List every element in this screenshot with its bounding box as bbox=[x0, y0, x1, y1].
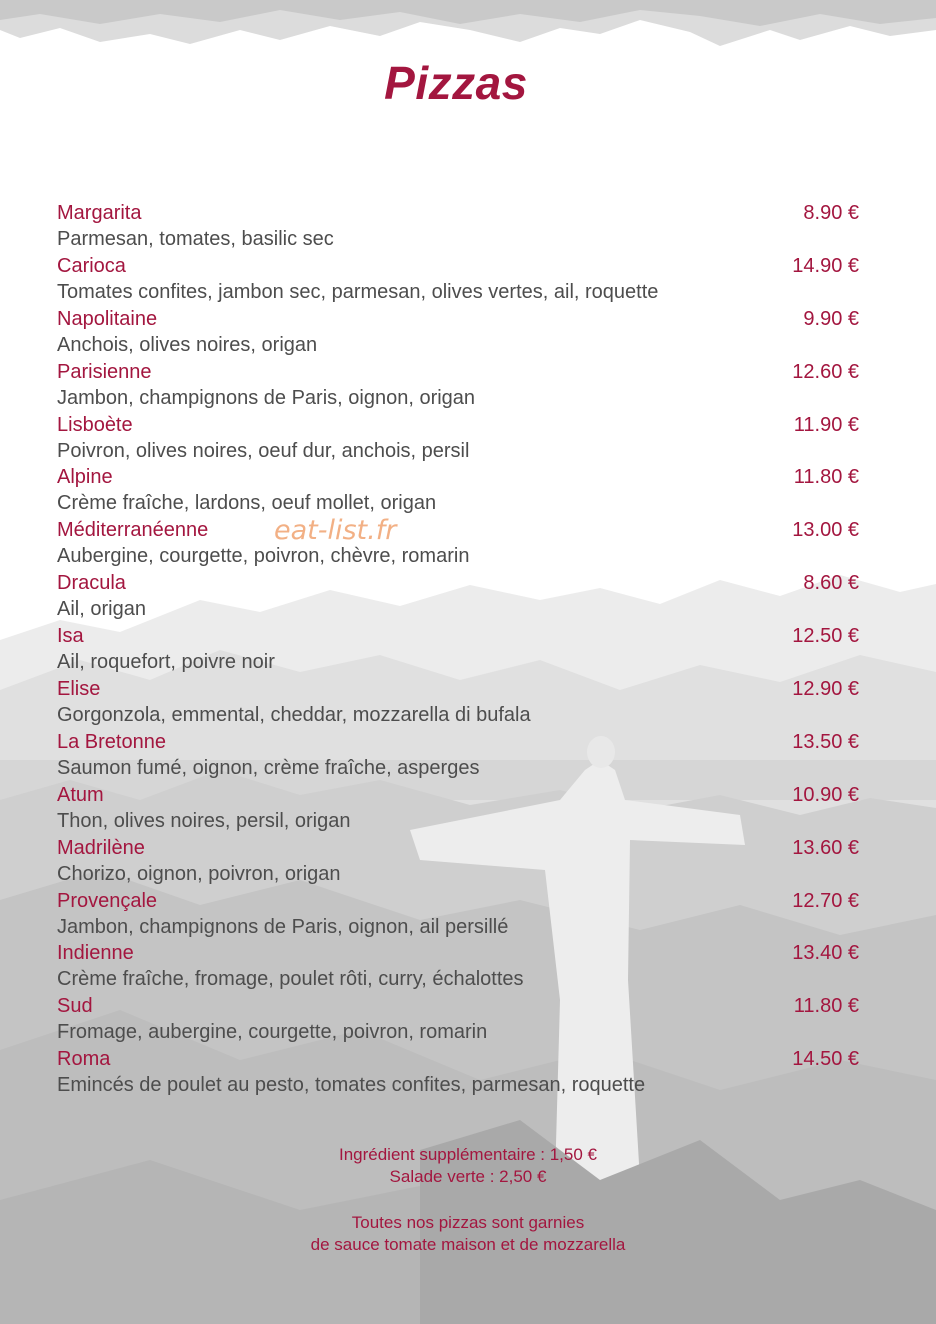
pizza-description: Anchois, olives noires, origan bbox=[57, 333, 318, 356]
menu-item bbox=[57, 200, 859, 253]
pizza-description: Aubergine, courgette, poivron, chèvre, romarin bbox=[57, 545, 470, 568]
menu-item bbox=[57, 464, 859, 517]
pizza-price: 14.50 € bbox=[792, 1048, 859, 1071]
pizza-price: 10.90 € bbox=[792, 783, 859, 806]
pizza-price: 13.50 € bbox=[792, 730, 859, 753]
pizza-price: 12.70 € bbox=[792, 889, 859, 912]
pizza-price: 12.90 € bbox=[792, 678, 859, 701]
pizza-name: Parisienne bbox=[57, 360, 152, 383]
extras-note bbox=[0, 1144, 936, 1188]
pizza-name: Madrilène bbox=[57, 836, 145, 859]
menu-item bbox=[57, 940, 859, 993]
pizza-description: Saumon fumé, oignon, crème fraîche, asperges bbox=[57, 756, 480, 779]
menu-item bbox=[57, 412, 859, 465]
pizza-description: Ail, origan bbox=[57, 598, 146, 621]
pizza-name: Alpine bbox=[57, 466, 113, 489]
pizza-price: 8.90 € bbox=[803, 202, 859, 224]
menu-item bbox=[57, 306, 859, 359]
page-title: Pizzas bbox=[384, 57, 528, 109]
pizza-name: Méditerranéenne bbox=[57, 519, 209, 542]
menu-item bbox=[57, 888, 859, 941]
pizza-menu-list bbox=[57, 200, 859, 1099]
menu-item bbox=[57, 517, 859, 570]
menu-item bbox=[57, 729, 859, 782]
pizza-price: 9.90 € bbox=[803, 307, 859, 330]
pizza-description: Fromage, aubergine, courgette, poivron, romarin bbox=[57, 1021, 488, 1044]
footer-line-2: de sauce tomate maison et de mozzarella bbox=[310, 1235, 626, 1254]
extras-ingredient-line: Ingrédient supplémentaire : 1,50 € bbox=[338, 1145, 597, 1164]
pizza-name: Provençale bbox=[57, 889, 158, 912]
pizza-name: Sud bbox=[57, 995, 93, 1018]
pizza-name: Carioca bbox=[57, 254, 126, 277]
menu-item bbox=[57, 993, 859, 1046]
menu-item bbox=[57, 835, 859, 888]
pizza-price: 13.60 € bbox=[792, 836, 859, 859]
pizza-name: Lisboète bbox=[57, 413, 133, 436]
pizza-name: La Bretonne bbox=[57, 730, 166, 753]
pizza-name: Isa bbox=[57, 625, 84, 648]
pizza-price: 12.60 € bbox=[792, 360, 859, 383]
extras-salad-line: Salade verte : 2,50 € bbox=[389, 1167, 547, 1186]
pizza-name: Atum bbox=[57, 783, 104, 806]
pizza-description: Chorizo, oignon, poivron, origan bbox=[57, 862, 341, 885]
menu-item bbox=[57, 623, 859, 676]
menu-item bbox=[57, 253, 859, 306]
pizza-price: 11.90 € bbox=[793, 413, 859, 436]
pizza-price: 12.50 € bbox=[792, 625, 859, 648]
pizza-name: Dracula bbox=[57, 572, 126, 595]
footer-note bbox=[0, 1212, 936, 1256]
pizza-name: Roma bbox=[57, 1048, 111, 1071]
pizza-price: 11.80 € bbox=[793, 995, 859, 1018]
pizza-name: Margarita bbox=[57, 202, 142, 224]
pizza-name: Napolitaine bbox=[57, 307, 158, 330]
pizza-price: 13.40 € bbox=[792, 942, 859, 965]
pizza-description: Jambon, champignons de Paris, oignon, origan bbox=[57, 386, 476, 409]
menu-item bbox=[57, 359, 859, 412]
pizza-description: Emincés de poulet au pesto, tomates confites, parmesan, roquette bbox=[57, 1074, 646, 1097]
menu-item bbox=[57, 570, 859, 623]
pizza-price: 14.90 € bbox=[792, 254, 859, 277]
watermark: eat-list.fr bbox=[274, 515, 397, 546]
pizza-description: Jambon, champignons de Paris, oignon, ail persillé bbox=[57, 915, 509, 938]
pizza-description: Gorgonzola, emmental, cheddar, mozzarella di bufala bbox=[57, 704, 531, 727]
pizza-description: Crème fraîche, fromage, poulet rôti, curry, échalottes bbox=[57, 968, 524, 991]
footer-line-1: Toutes nos pizzas sont garnies bbox=[351, 1213, 585, 1232]
pizza-description: Poivron, olives noires, oeuf dur, anchois, persil bbox=[57, 439, 470, 462]
pizza-price: 13.00 € bbox=[792, 519, 859, 542]
menu-item bbox=[57, 782, 859, 835]
pizza-price: 8.60 € bbox=[803, 572, 859, 595]
menu-item bbox=[57, 1046, 859, 1099]
pizza-description: Tomates confites, jambon sec, parmesan, olives vertes, ail, roquette bbox=[57, 280, 659, 303]
pizza-name: Indienne bbox=[57, 942, 134, 965]
pizza-price: 11.80 € bbox=[793, 466, 859, 489]
menu-item bbox=[57, 676, 859, 729]
pizza-description: Ail, roquefort, poivre noir bbox=[57, 651, 275, 674]
pizza-name: Elise bbox=[57, 678, 101, 701]
pizza-description: Parmesan, tomates, basilic sec bbox=[57, 228, 334, 250]
pizza-description: Crème fraîche, lardons, oeuf mollet, origan bbox=[57, 492, 437, 515]
pizza-description: Thon, olives noires, persil, origan bbox=[57, 809, 351, 832]
